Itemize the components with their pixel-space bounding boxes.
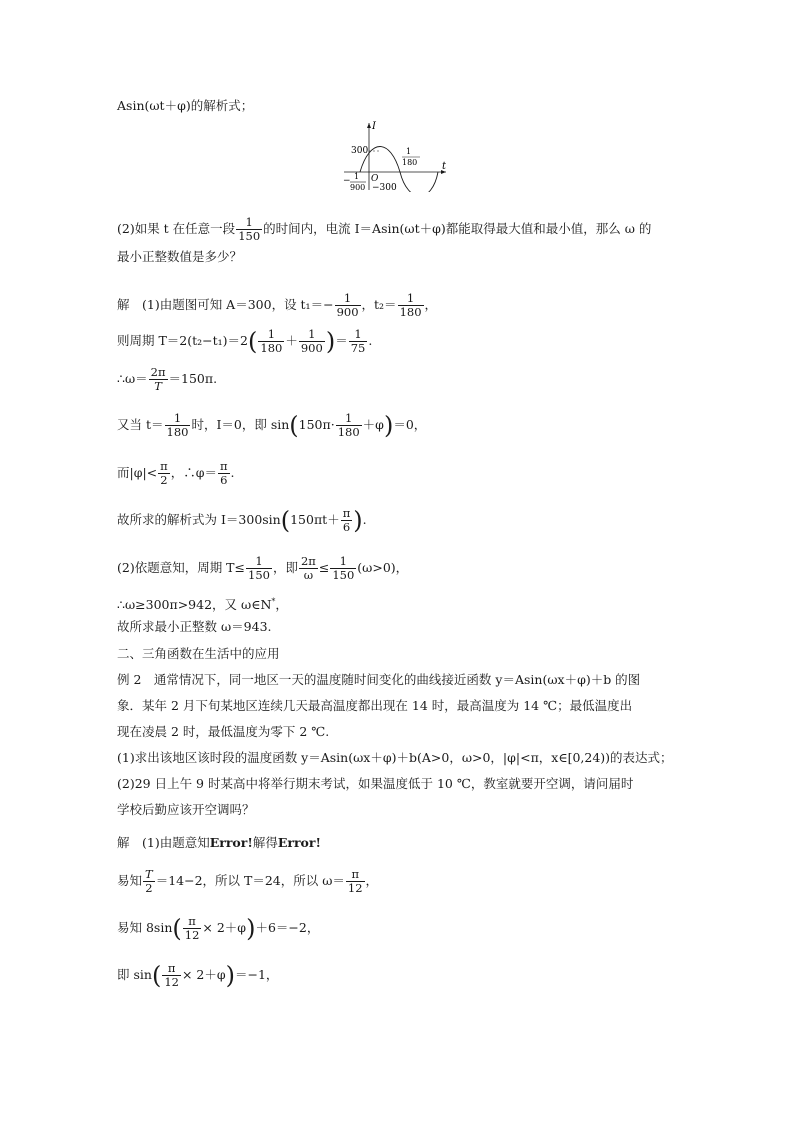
- fraction: [299, 555, 318, 582]
- math-part: 12: [184, 928, 200, 942]
- math-part: π: [342, 506, 351, 520]
- math-part: 1: [299, 328, 325, 342]
- frac-180-num: 1: [406, 147, 412, 156]
- text-line-3: [117, 248, 242, 266]
- text: ，t₂＝: [361, 297, 397, 312]
- math-part: 1: [349, 328, 368, 342]
- math-part: 75: [350, 341, 366, 355]
- text-line-10: [117, 555, 408, 582]
- section-heading: [117, 645, 280, 663]
- text: .: [368, 333, 373, 348]
- text: 150π·: [298, 417, 335, 432]
- text-line-19: [117, 801, 255, 819]
- text-line-22: [117, 915, 319, 942]
- text-line-11: [117, 593, 288, 614]
- math-part: π: [183, 915, 202, 929]
- math-part: 150: [332, 568, 355, 582]
- text: ＝−1，: [234, 967, 279, 982]
- text: 解 (1)由题意知: [117, 835, 210, 850]
- text-line-15: [117, 697, 632, 715]
- text: 150πt＋: [290, 512, 340, 527]
- text: 最小正整数值是多少？: [117, 249, 243, 264]
- text: 的时间内，电流 I＝Asin(ωt＋φ)都能取得最大值和最小值，那么 ω 的: [263, 221, 652, 236]
- text-line-18: [117, 775, 633, 793]
- math-part: 150: [238, 229, 261, 243]
- math-part: 180: [166, 425, 189, 439]
- fraction: [258, 328, 284, 355]
- text: .: [230, 465, 235, 480]
- text-line-8: [117, 460, 235, 487]
- fraction: [349, 328, 368, 355]
- text: ＝0，: [393, 417, 427, 432]
- math-part: 2: [145, 881, 153, 895]
- text: Error!: [209, 835, 253, 850]
- text: 时，I＝0，即 sin: [191, 417, 290, 432]
- text: ，: [365, 873, 379, 888]
- text: 现在凌晨 2 时，最低温度为零下 2 ℃.: [117, 724, 330, 739]
- text: ≤: [318, 560, 330, 575]
- text: ＝: [335, 333, 348, 348]
- text-line-21: [117, 868, 378, 895]
- math-part: (: [151, 961, 162, 990]
- text: 象．某年 2 月下旬某地区连续几天最高温度都出现在 14 时，最高温度为 14 ℃；最低温度出: [117, 698, 633, 713]
- fraction: [218, 460, 230, 487]
- math-part: (: [280, 506, 291, 535]
- text: (2)依题意知，周期 T≤: [117, 560, 245, 575]
- text: ，: [275, 597, 288, 613]
- text: .: [362, 512, 367, 527]
- fraction: [149, 366, 168, 393]
- math-part: 1: [330, 555, 356, 569]
- text: 易知: [117, 873, 143, 888]
- math-part: π: [346, 868, 365, 882]
- text-line-1: [117, 97, 253, 115]
- text-line-16: [117, 723, 329, 741]
- label-300: 300: [351, 146, 369, 156]
- frac-900-neg: −: [343, 176, 351, 186]
- math-part: π: [160, 459, 168, 473]
- math-part: 1: [165, 412, 191, 426]
- text: 易知 8sin: [117, 920, 173, 935]
- math-part: (: [289, 411, 299, 440]
- text: ，即: [272, 560, 298, 575]
- fraction: [398, 292, 424, 319]
- fraction: [246, 555, 272, 582]
- math-part: ): [246, 914, 256, 943]
- math-part: 180: [337, 425, 360, 439]
- fraction: [299, 328, 325, 355]
- text: 又当 t＝: [117, 417, 164, 432]
- text: 而|φ|<: [117, 465, 158, 480]
- text-line-6: [117, 366, 217, 393]
- text: 故所求最小正整数 ω＝943.: [117, 619, 272, 634]
- math-part: T: [154, 379, 162, 393]
- text-line-9: [117, 507, 367, 534]
- math-part: 1: [336, 412, 362, 426]
- text: (2)如果 t 在任意一段: [117, 221, 236, 236]
- text: Asin(ωt＋φ)的解析式；: [117, 98, 254, 113]
- math-part: 6: [220, 473, 228, 487]
- text: (2)29 日上午 9 时某高中将举行期末考试，如果温度低于 10 ℃，教室就要开空调，请问届时: [117, 776, 634, 791]
- math-part: 12: [164, 975, 179, 989]
- frac-900-num: 1: [354, 172, 360, 181]
- text-line-7: [117, 412, 426, 439]
- text: (1)求出该地区该时段的温度函数 y＝Asin(ωx＋φ)＋b(A>0，ω>0，|φ|<π，x∈[0,24))的表达式；: [117, 750, 673, 765]
- math-part: 2π: [300, 554, 316, 568]
- math-part: ): [225, 961, 235, 990]
- text-line-4: [117, 292, 437, 319]
- text-line-14: [117, 671, 640, 689]
- math-part: 1: [335, 292, 361, 306]
- math-part: ω: [303, 568, 314, 582]
- text-line-2: [117, 216, 651, 243]
- text: 则周期 T＝2(t₂−t₁)＝2: [117, 333, 249, 348]
- text: 即 sin: [117, 967, 152, 982]
- text: × 2＋φ: [181, 967, 226, 982]
- text: 解得: [252, 835, 278, 850]
- i-axis-label: I: [372, 121, 376, 132]
- text: 二、三角函数在生活中的应用: [117, 646, 280, 661]
- frac-180-den: 180: [402, 158, 418, 167]
- text: 例 2 通常情况下，同一地区一天的温度随时间变化的曲线接近函数 y＝Asin(ωx＋φ)＋b 的图: [117, 672, 641, 687]
- math-part: 2: [160, 473, 168, 487]
- math-part: (: [172, 914, 182, 943]
- text: ＋: [285, 333, 298, 348]
- text-line-12: [117, 618, 272, 636]
- math-part: 180: [399, 305, 422, 319]
- text-line-23: [117, 962, 278, 989]
- math-part: 2π: [150, 365, 166, 379]
- text: (ω>0)，: [357, 560, 409, 575]
- label-neg-300: −300: [372, 183, 397, 192]
- text-line-5: [117, 328, 372, 355]
- text: ∴ω＝: [117, 371, 148, 386]
- math-part: 1: [246, 555, 272, 569]
- fraction: [336, 412, 362, 439]
- math-part: 12: [347, 881, 363, 895]
- math-part: 1: [398, 292, 424, 306]
- fraction: [346, 868, 365, 895]
- math-part: π: [219, 459, 228, 473]
- math-part: 1: [258, 328, 284, 342]
- t-axis-label: t: [442, 161, 447, 172]
- math-part: 900: [336, 305, 359, 319]
- text: ＝14−2，所以 T＝24，所以 ω＝: [155, 873, 345, 888]
- fraction: [162, 962, 181, 989]
- sine-graph-figure: [342, 120, 452, 192]
- text: ＋6＝−2，: [255, 920, 320, 935]
- fraction: [335, 292, 361, 319]
- math-part: ): [325, 327, 336, 356]
- text: × 2＋φ: [202, 920, 247, 935]
- text: 学校后勤应该开空调吗？: [117, 802, 255, 817]
- i-axis-arrow: [367, 123, 371, 128]
- text: ＋φ: [362, 417, 384, 432]
- math-part: 180: [260, 341, 283, 355]
- text: ，∴φ＝: [170, 465, 217, 480]
- math-part: (: [248, 327, 258, 356]
- text: Error!: [277, 835, 321, 850]
- fraction: [330, 555, 356, 582]
- math-part: 900: [300, 341, 323, 355]
- text: ＝150π.: [168, 371, 218, 386]
- fraction: [158, 460, 170, 487]
- fraction: [143, 868, 155, 895]
- math-part: 6: [342, 520, 351, 534]
- math-part: ): [383, 411, 394, 440]
- frac-900-den: 900: [350, 183, 366, 192]
- math-part: T: [145, 867, 153, 881]
- text-line-17: [117, 749, 673, 767]
- fraction: [341, 507, 353, 534]
- fraction: [236, 216, 262, 243]
- text: ∴ω≥300π>942，又 ω∈N: [117, 597, 272, 613]
- origin-label: O: [371, 174, 379, 184]
- text: ，: [424, 297, 438, 312]
- math-part: 1: [236, 216, 262, 230]
- text: 故所求的解析式为 I＝300sin: [117, 512, 281, 527]
- fraction: [165, 412, 191, 439]
- math-part: π: [162, 962, 181, 976]
- text: 解 (1)由题图可知 A＝300，设 t₁＝−: [117, 297, 334, 312]
- text-line-20: [117, 834, 321, 852]
- fraction: [183, 915, 202, 942]
- math-part: ): [353, 506, 363, 535]
- math-part: 150: [248, 568, 270, 582]
- math-part: *: [271, 597, 276, 606]
